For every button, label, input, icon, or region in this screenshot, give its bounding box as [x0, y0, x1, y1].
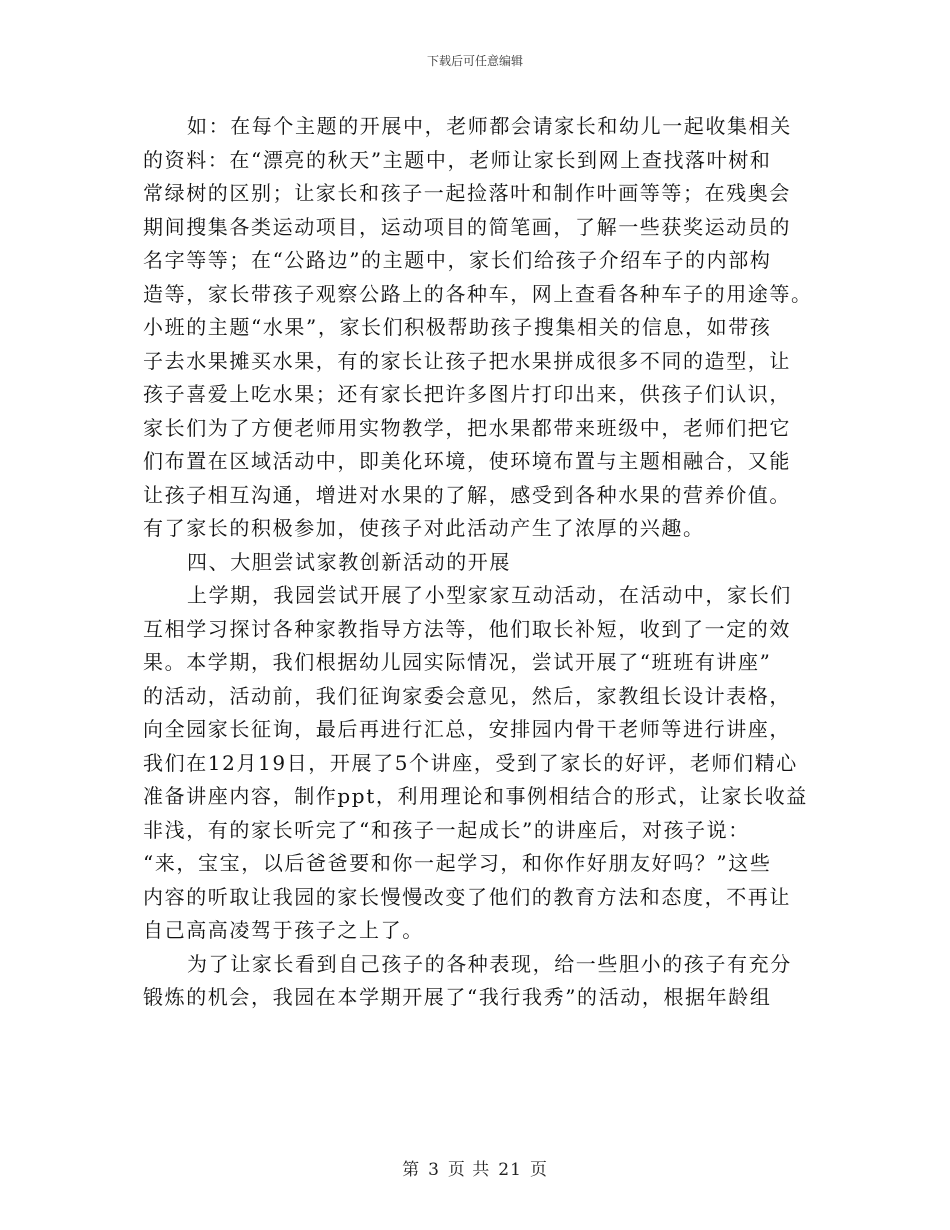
heading-text: 四、大胆尝试家教创新活动的开展 — [187, 549, 511, 574]
text-line: 小班的主题“水果”，家长们积极帮助孩子搜集相关的信息，如带孩 — [143, 315, 772, 339]
current-page-number: 3 — [428, 1160, 440, 1180]
text-line: 向全园家长征询，最后再进行汇总，安排园内骨干老师等进行讲座， — [143, 717, 791, 741]
text-line: 我们在12月19日，开展了5个讲座，受到了家长的好评，老师们精心 — [143, 750, 798, 775]
paragraph-1 — [143, 110, 811, 546]
text-line: 非浅，有的家长听完了“和孩子一起成长”的讲座后，对孩子说： — [143, 817, 750, 842]
text-line: 们布置在区域活动中，即美化环境，使环境布置与主题相融合，又能 — [143, 449, 791, 473]
text-line: 自己高高凌驾于孩子之上了。 — [143, 918, 424, 942]
text-line: 锻炼的机会，我园在本学期开展了“我行我秀”的活动，根据年龄组 — [143, 985, 772, 1009]
document-body — [143, 110, 811, 1015]
text-line: 让孩子相互沟通，增进对水果的了解，感受到各种水果的营养价值。 — [143, 482, 791, 507]
footer-prefix: 第 — [402, 1160, 421, 1180]
footer-middle: 页 共 — [447, 1160, 491, 1180]
page-header: 下载后可任意编辑 — [426, 54, 523, 68]
paragraph-3 — [143, 579, 811, 948]
text-line: 上学期，我园尝试开展了小型家家互动活动，在活动中，家长们 — [187, 583, 792, 607]
text-line: 如：在每个主题的开展中，老师都会请家长和幼儿一起收集相关 — [187, 114, 792, 138]
text-line: 准备讲座内容，制作ppt，利用理论和事例相结合的形式，让家长收益 — [143, 784, 808, 808]
footer-suffix: 页 — [529, 1160, 548, 1180]
text-line: 为了让家长看到自己孩子的各种表现，给一些胆小的孩子有充分 — [187, 951, 792, 976]
text-line: 常绿树的区别；让家长和孩子一起捡落叶和制作叶画等等；在残奥会 — [143, 181, 791, 205]
text-line: 期间搜集各类运动项目，运动项目的简笔画，了解一些获奖运动员的 — [143, 214, 791, 239]
paragraph-4 — [143, 948, 811, 1015]
text-line: 果。本学期，我们根据幼儿园实际情况，尝试开展了“班班有讲座” — [143, 650, 772, 674]
section-heading — [143, 546, 811, 580]
text-line: 有了家长的积极参加，使孩子对此活动产生了浓厚的兴趣。 — [143, 516, 705, 540]
page-footer — [0, 1155, 950, 1180]
text-line: “来，宝宝，以后爸爸要和你一起学习，和你作好朋友好吗？”这些 — [143, 851, 772, 875]
text-line: 孩子喜爱上吃水果；还有家长把许多图片打印出来，供孩子们认识， — [143, 382, 791, 406]
text-line: 的资料：在“漂亮的秋天”主题中，老师让家长到网上查找落叶树和 — [143, 147, 772, 172]
text-line: 子去水果摊买水果，有的家长让孩子把水果拼成很多不同的造型，让 — [143, 348, 791, 373]
total-page-count: 21 — [498, 1160, 522, 1180]
text-line: 名字等等；在“公路边”的主题中，家长们给孩子介绍车子的内部构 — [143, 248, 772, 272]
text-line: 内容的听取让我园的家长慢慢改变了他们的教育方法和态度，不再让 — [143, 884, 791, 909]
text-line: 家长们为了方便老师用实物教学，把水果都带来班级中，老师们把它 — [143, 415, 791, 440]
text-line: 互相学习探讨各种家教指导方法等，他们取长补短，收到了一定的效 — [143, 616, 791, 641]
text-line: 的活动，活动前，我们征询家委会意见，然后，家教组长设计表格， — [143, 683, 791, 708]
text-line: 造等，家长带孩子观察公路上的各种车，网上查看各种车子的用途等。 — [143, 281, 813, 306]
